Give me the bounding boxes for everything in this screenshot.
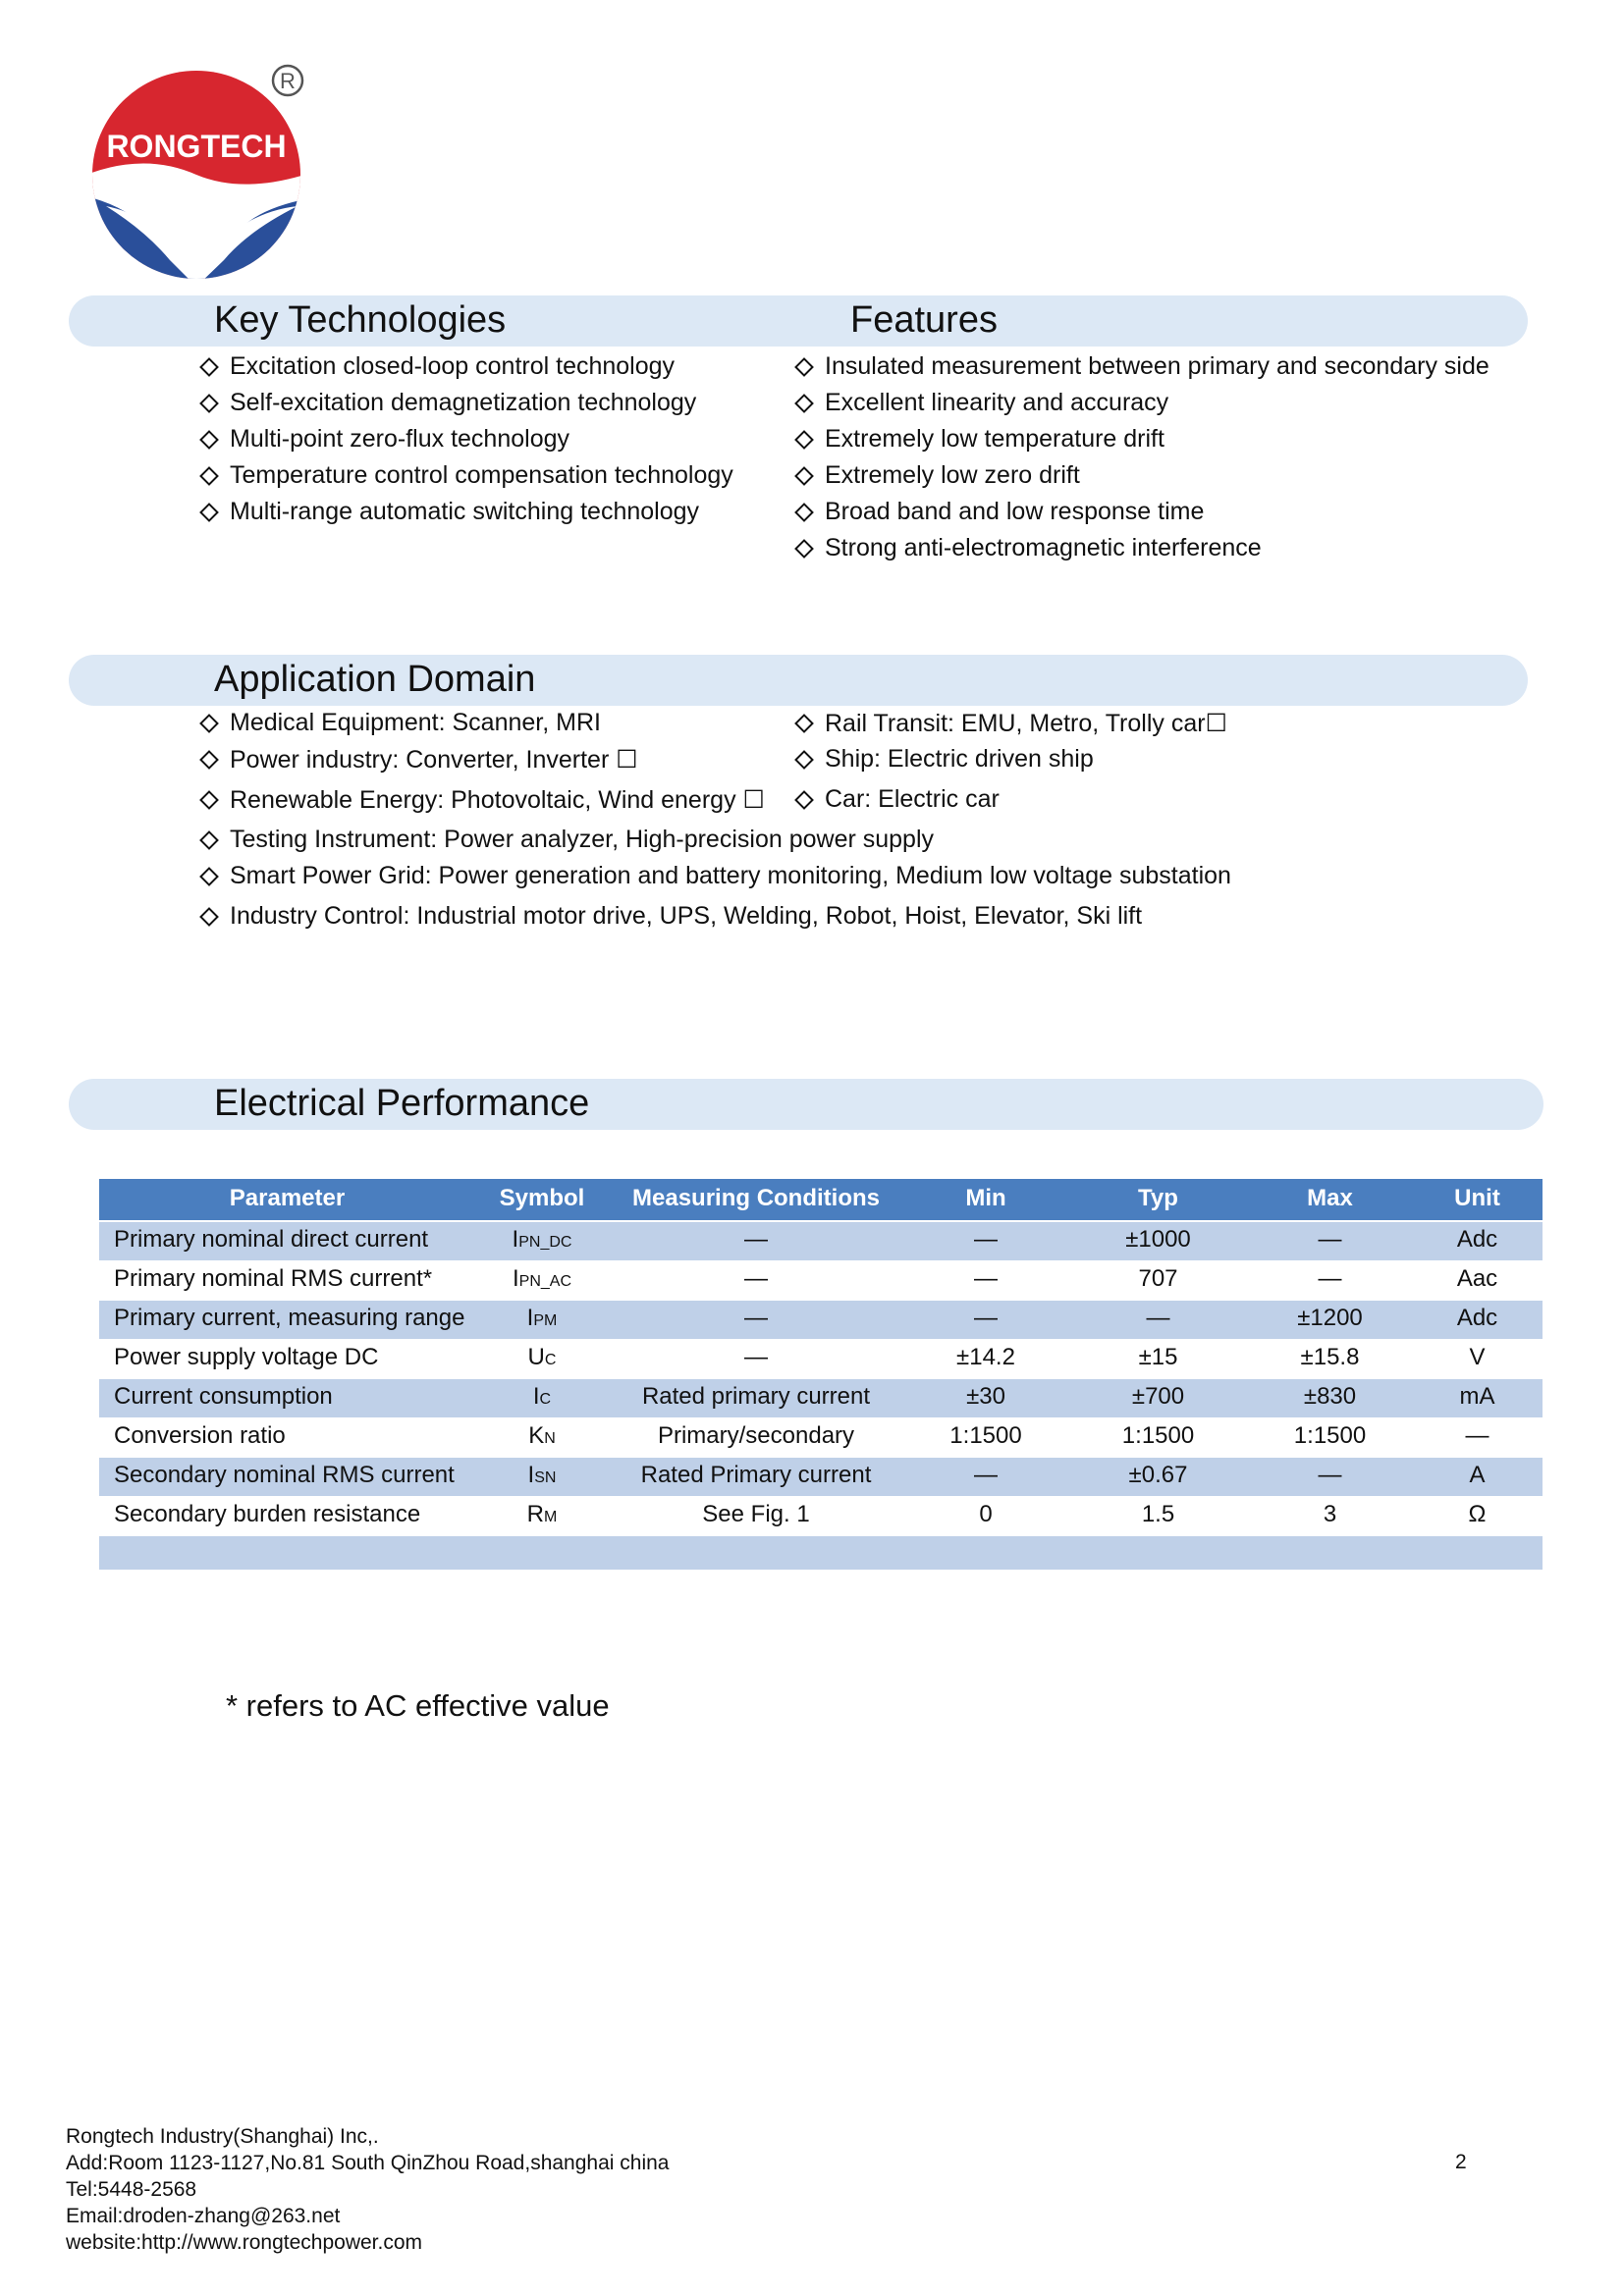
list-item: Excellent linearity and accuracy	[791, 385, 1489, 421]
symbol-subscript: PN_DC	[518, 1234, 572, 1251]
footer	[66, 2123, 669, 2256]
diamond-bullet-icon	[199, 907, 219, 927]
features-title: Features	[850, 299, 998, 341]
diamond-bullet-icon	[794, 357, 814, 377]
empty-cell	[1412, 1536, 1543, 1571]
list-item: Power industry: Converter, Inverter ☐	[196, 745, 638, 774]
max-cell: —	[1248, 1261, 1412, 1301]
table-row	[99, 1301, 1543, 1340]
list-item: Self-excitation demagnetization technology	[196, 385, 733, 421]
diamond-bullet-icon	[199, 867, 219, 886]
empty-cell	[903, 1536, 1068, 1571]
diamond-bullet-icon	[794, 503, 814, 522]
list-item: Extremely low zero drift	[791, 457, 1489, 494]
max-cell: ±1200	[1248, 1301, 1412, 1340]
list-item: Testing Instrument: Power analyzer, High-precision power supply	[196, 826, 934, 854]
symbol-subscript: SN	[534, 1469, 557, 1486]
table-row	[99, 1418, 1543, 1458]
symbol-letter: I	[527, 1462, 535, 1488]
table-row	[99, 1379, 1543, 1418]
empty-cell	[99, 1536, 475, 1571]
table-row	[99, 1221, 1543, 1261]
list-item: Multi-range automatic switching technology	[196, 494, 733, 530]
symbol-subscript: M	[544, 1509, 558, 1525]
symbol-subscript: PN_AC	[518, 1273, 572, 1290]
footnote: * refers to AC effective value	[226, 1688, 610, 1723]
conditions-cell: —	[609, 1301, 903, 1340]
table-row	[99, 1497, 1543, 1536]
column-header: Symbol	[475, 1179, 609, 1221]
max-cell: —	[1248, 1458, 1412, 1497]
diamond-bullet-icon	[199, 750, 219, 770]
features-list	[791, 348, 1489, 566]
table-row	[99, 1340, 1543, 1379]
unit-cell: Adc	[1412, 1221, 1543, 1261]
list-item: Strong anti-electromagnetic interference	[791, 530, 1489, 566]
empty-cell	[1248, 1536, 1412, 1571]
parameter-cell: Primary current, measuring range	[99, 1301, 475, 1340]
symbol-cell	[475, 1261, 609, 1301]
list-item: Rail Transit: EMU, Metro, Trolly car☐	[791, 709, 1227, 738]
diamond-bullet-icon	[199, 394, 219, 413]
diamond-bullet-icon	[199, 466, 219, 486]
table-header-row	[99, 1179, 1543, 1221]
diamond-bullet-icon	[794, 790, 814, 810]
table-row	[99, 1458, 1543, 1497]
list-item: Smart Power Grid: Power generation and battery monitoring, Medium low voltage substation	[196, 862, 1231, 890]
parameter-cell: Primary nominal RMS current*	[99, 1261, 475, 1301]
list-item: Ship: Electric driven ship	[791, 745, 1094, 774]
symbol-cell	[475, 1340, 609, 1379]
footer-tel: Tel:5448-2568	[66, 2178, 197, 2201]
min-cell: 1:1500	[903, 1418, 1068, 1458]
min-cell: ±30	[903, 1379, 1068, 1418]
unit-cell: Ω	[1412, 1497, 1543, 1536]
column-header: Min	[903, 1179, 1068, 1221]
empty-cell	[475, 1536, 609, 1571]
parameter-cell: Secondary burden resistance	[99, 1497, 475, 1536]
column-header: Max	[1248, 1179, 1412, 1221]
parameter-cell: Conversion ratio	[99, 1418, 475, 1458]
key-technologies-title: Key Technologies	[214, 299, 507, 341]
diamond-bullet-icon	[794, 430, 814, 450]
max-cell: —	[1248, 1221, 1412, 1261]
list-item: Car: Electric car	[791, 785, 1000, 814]
conditions-cell: —	[609, 1221, 903, 1261]
list-item: Medical Equipment: Scanner, MRI	[196, 709, 601, 737]
diamond-bullet-icon	[199, 503, 219, 522]
symbol-letter: I	[532, 1383, 540, 1410]
typ-cell: 1:1500	[1068, 1418, 1248, 1458]
typ-cell: ±700	[1068, 1379, 1248, 1418]
symbol-letter: I	[526, 1305, 534, 1331]
unit-cell: mA	[1412, 1379, 1543, 1418]
symbol-letter: I	[512, 1265, 519, 1292]
diamond-bullet-icon	[199, 790, 219, 810]
parameter-cell: Primary nominal direct current	[99, 1221, 475, 1261]
diamond-bullet-icon	[794, 539, 814, 559]
list-item: Industry Control: Industrial motor drive, UPS, Welding, Robot, Hoist, Elevator, Ski lift	[196, 902, 1142, 931]
parameter-cell: Current consumption	[99, 1379, 475, 1418]
diamond-bullet-icon	[794, 466, 814, 486]
unit-cell: —	[1412, 1418, 1543, 1458]
conditions-cell: Rated Primary current	[609, 1458, 903, 1497]
max-cell: 1:1500	[1248, 1418, 1412, 1458]
conditions-cell: Primary/secondary	[609, 1418, 903, 1458]
footer-website: website:http://www.rongtechpower.com	[66, 2231, 423, 2254]
symbol-subscript: PM	[533, 1312, 558, 1329]
parameter-cell: Secondary nominal RMS current	[99, 1458, 475, 1497]
parameter-cell: Power supply voltage DC	[99, 1340, 475, 1379]
unit-cell: Adc	[1412, 1301, 1543, 1340]
min-cell: —	[903, 1261, 1068, 1301]
max-cell: ±830	[1248, 1379, 1412, 1418]
column-header: Typ	[1068, 1179, 1248, 1221]
list-item: Insulated measurement between primary and secondary side	[791, 348, 1489, 385]
conditions-cell: —	[609, 1340, 903, 1379]
table-row	[99, 1261, 1543, 1301]
symbol-cell	[475, 1458, 609, 1497]
diamond-bullet-icon	[199, 430, 219, 450]
empty-cell	[609, 1536, 903, 1571]
page-number: 2	[1455, 2151, 1467, 2173]
typ-cell: 1.5	[1068, 1497, 1248, 1536]
diamond-bullet-icon	[794, 750, 814, 770]
list-item: Extremely low temperature drift	[791, 421, 1489, 457]
footer-company: Rongtech Industry(Shanghai) Inc,.	[66, 2125, 379, 2148]
max-cell: 3	[1248, 1497, 1412, 1536]
symbol-cell	[475, 1301, 609, 1340]
unit-cell: V	[1412, 1340, 1543, 1379]
symbol-letter: R	[526, 1501, 544, 1527]
unit-cell: Aac	[1412, 1261, 1543, 1301]
column-header: Measuring Conditions	[609, 1179, 903, 1221]
symbol-cell	[475, 1497, 609, 1536]
diamond-bullet-icon	[199, 714, 219, 733]
list-item: Excitation closed-loop control technology	[196, 348, 733, 385]
conditions-cell: Rated primary current	[609, 1379, 903, 1418]
empty-cell	[1068, 1536, 1248, 1571]
symbol-subscript: C	[539, 1391, 552, 1408]
footer-email: Email:droden-zhang@263.net	[66, 2205, 341, 2227]
column-header: Unit	[1412, 1179, 1543, 1221]
min-cell: 0	[903, 1497, 1068, 1536]
typ-cell: —	[1068, 1301, 1248, 1340]
min-cell: ±14.2	[903, 1340, 1068, 1379]
footer-address: Add:Room 1123-1127,No.81 South QinZhou Road,shanghai china	[66, 2152, 670, 2174]
rongtech-logo	[86, 59, 322, 285]
symbol-letter: U	[527, 1344, 545, 1370]
table-empty-row	[99, 1536, 1543, 1571]
typ-cell: 707	[1068, 1261, 1248, 1301]
application-domain-title: Application Domain	[214, 659, 536, 700]
unit-cell: A	[1412, 1458, 1543, 1497]
conditions-cell: —	[609, 1261, 903, 1301]
list-item: Renewable Energy: Photovoltaic, Wind energy ☐	[196, 785, 765, 815]
list-item: Temperature control compensation technology	[196, 457, 733, 494]
registered-mark: R	[280, 69, 296, 93]
min-cell: —	[903, 1221, 1068, 1261]
symbol-cell	[475, 1221, 609, 1261]
symbol-subscript: N	[544, 1430, 556, 1447]
typ-cell: ±1000	[1068, 1221, 1248, 1261]
symbol-subscript: C	[544, 1352, 557, 1368]
conditions-cell: See Fig. 1	[609, 1497, 903, 1536]
symbol-letter: I	[512, 1226, 519, 1253]
symbol-cell	[475, 1379, 609, 1418]
list-item: Broad band and low response time	[791, 494, 1489, 530]
key-technologies-list	[196, 348, 733, 530]
diamond-bullet-icon	[199, 830, 219, 850]
symbol-letter: K	[528, 1422, 545, 1449]
min-cell: —	[903, 1458, 1068, 1497]
typ-cell: ±15	[1068, 1340, 1248, 1379]
column-header: Parameter	[99, 1179, 475, 1221]
electrical-performance-title: Electrical Performance	[214, 1083, 590, 1124]
diamond-bullet-icon	[199, 357, 219, 377]
list-item: Multi-point zero-flux technology	[196, 421, 733, 457]
symbol-cell	[475, 1418, 609, 1458]
diamond-bullet-icon	[794, 394, 814, 413]
diamond-bullet-icon	[794, 714, 814, 733]
max-cell: ±15.8	[1248, 1340, 1412, 1379]
typ-cell: ±0.67	[1068, 1458, 1248, 1497]
min-cell: —	[903, 1301, 1068, 1340]
logo-text: RONGTECH	[106, 129, 287, 164]
electrical-performance-table	[99, 1179, 1543, 1571]
